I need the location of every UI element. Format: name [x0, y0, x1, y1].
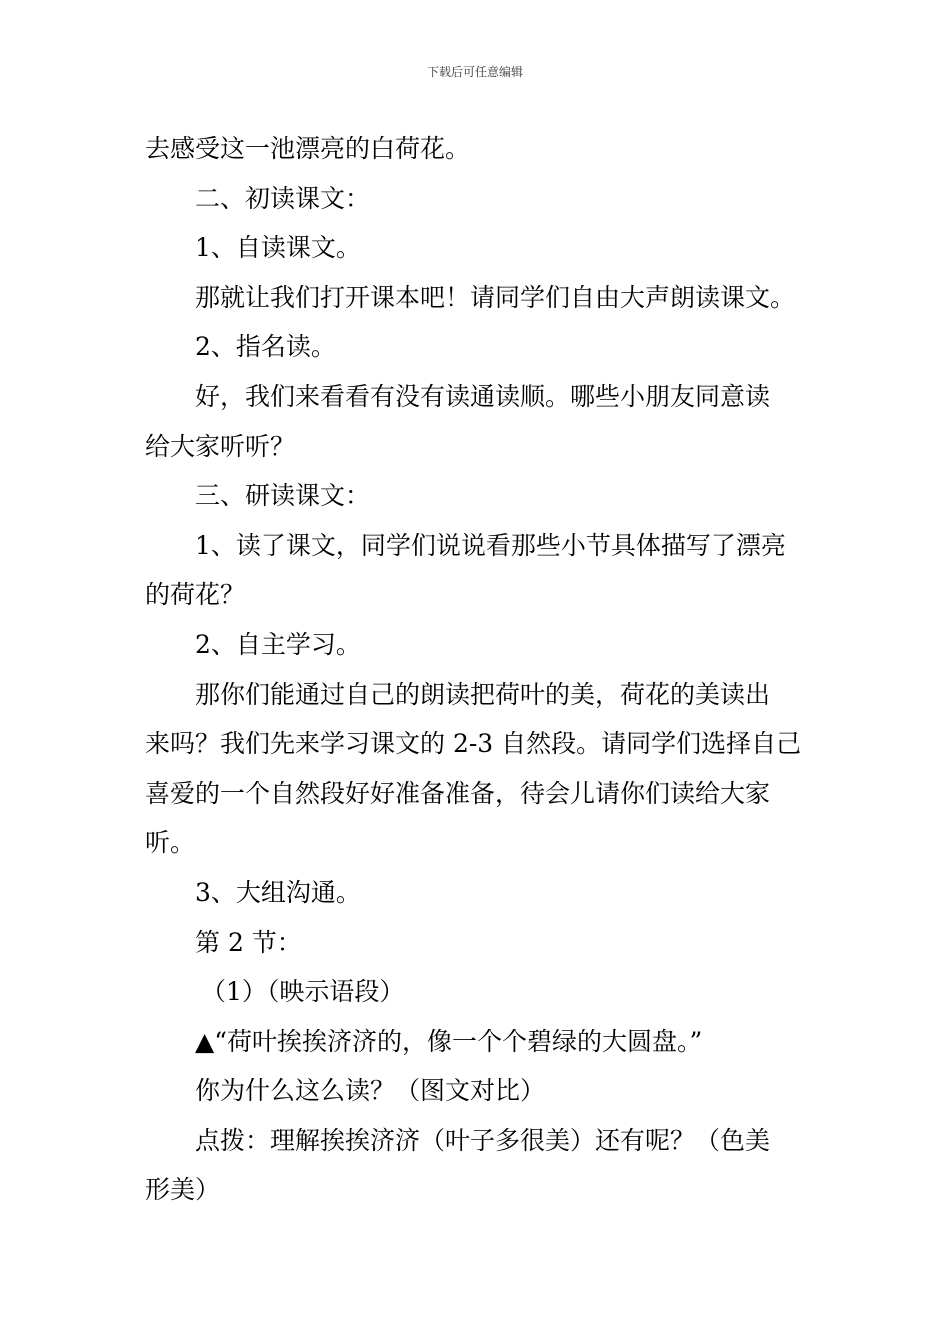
paragraph-line: 喜爱的一个自然段好好准备准备，待会儿请你们读给大家 [145, 778, 771, 808]
section-heading-study: 三、研读课文： [195, 481, 371, 511]
paragraph-line: 点拨：理解挨挨济济（叶子多很美）还有呢？（色美 [195, 1125, 771, 1155]
paragraph-line: 好，我们来看看有没有读通读顺。哪些小朋友同意读 [195, 381, 771, 411]
subsection-label: 第 2 节： [195, 927, 302, 957]
paragraph-line: 给大家听听？ [145, 431, 296, 461]
paragraph-line: 来吗？我们先来学习课文的 2-3 自然段。请同学们选择自己 [145, 729, 802, 759]
paragraph-line: 的荷花？ [145, 580, 246, 610]
list-item: 2、指名读。 [195, 332, 336, 362]
list-item: 1、读了课文，同学们说说看那些小节具体描写了漂亮 [195, 530, 786, 560]
paragraph-line: 你为什么这么读？（图文对比） [195, 1076, 546, 1106]
paragraph-line: 形美） [145, 1175, 221, 1205]
paragraph-line: 听。 [145, 828, 196, 858]
quoted-passage: ▲“荷叶挨挨济济的，像一个个碧绿的大圆盘。” [195, 1026, 703, 1056]
paragraph-line: 那你们能通过自己的朗读把荷叶的美，荷花的美读出 [195, 679, 771, 709]
list-item: 1、自读课文。 [195, 233, 361, 263]
page-header: 下载后可任意编辑 [426, 65, 523, 79]
paragraph-line: 去感受这一池漂亮的白荷花。 [145, 134, 471, 163]
paragraph-line: 那就让我们打开课本吧！请同学们自由大声朗读课文。 [195, 282, 796, 312]
list-item: 2、自主学习。 [195, 629, 361, 659]
document-body [145, 124, 810, 1215]
section-heading-first-reading: 二、初读课文： [195, 183, 371, 213]
list-item: 3、大组沟通。 [195, 877, 361, 907]
list-item: （1）（映示语段） [201, 977, 405, 1007]
